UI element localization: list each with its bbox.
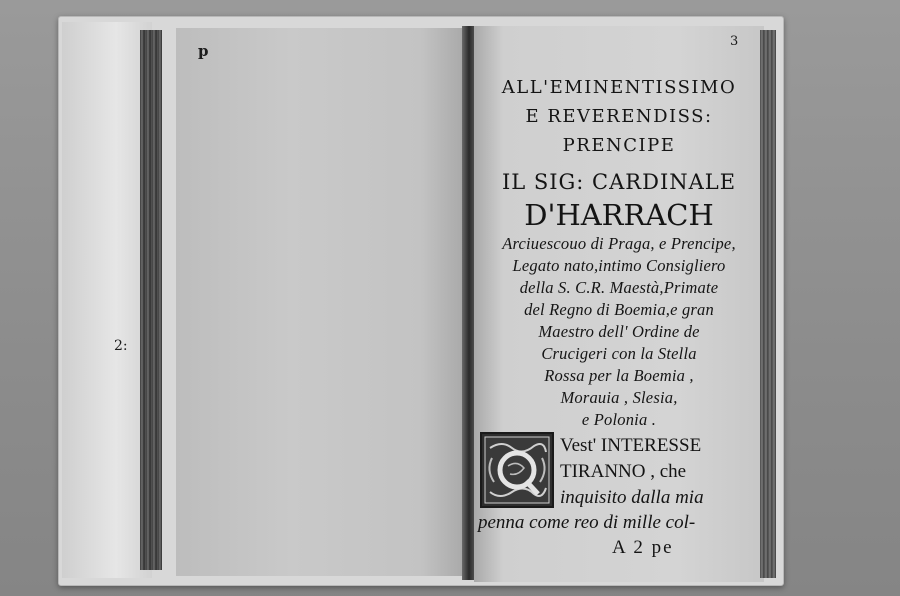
title-line: Crucigeri con la Stella [541,344,697,363]
page-number: 3 [730,34,739,49]
title-line: Arciuescouo di Praga, e Prencipe, [502,234,736,253]
decorated-initial [480,432,554,508]
title-line: del Regno di Boemia,e gran [524,300,714,319]
title-line: della S. C.R. Maestà,Primate [519,278,719,297]
title-line: Morauia , Slesia, [560,388,678,407]
body-line: Vest' INTERESSE [560,435,702,456]
left-page-edges [140,30,162,570]
title-line: Rossa per la Boemia , [544,366,694,385]
title-line: e Polonia . [581,410,657,429]
dedication-heading-line-2: E REVERENDISS: [525,106,713,127]
cover-flap [62,22,152,578]
dedication-heading-line-3: PRENCIPE [562,135,676,156]
flap-mark: 2: [114,338,128,354]
title-line: Legato nato,intimo Consigliero [512,256,726,275]
ornament-icon [482,434,552,506]
body-line: TIRANNO , che [560,461,687,482]
dedication-heading-name: D'HARRACH [524,198,714,232]
title-line: Maestro dell' Ordine de [538,322,700,341]
dedication-heading-line-4: IL SIG: CARDINALE [501,170,737,194]
left-page [176,28,464,576]
body-line: penna come reo di mille col- [478,512,696,533]
body-line: inquisito dalla mia [560,487,704,508]
signature-mark: A 2 pe [612,537,674,558]
dedication-heading-line-1: ALL'EMINENTISSIMO [501,77,737,98]
left-page-mark: p [198,42,209,60]
initial-letter [482,434,483,435]
